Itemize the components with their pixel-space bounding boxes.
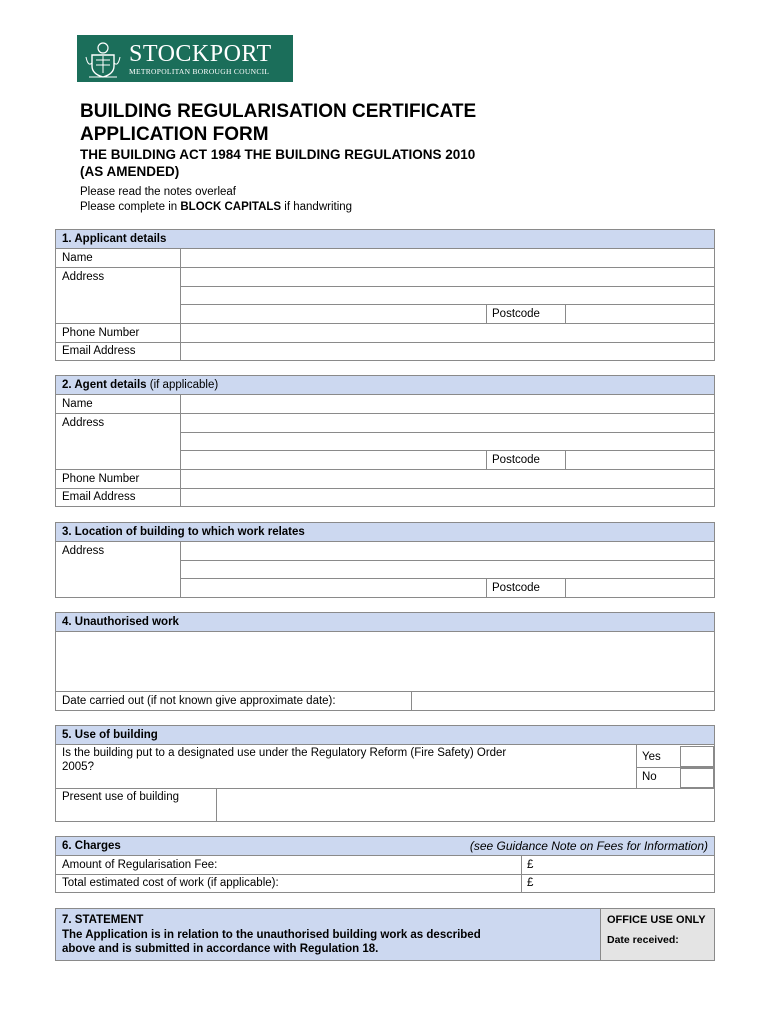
form-title: BUILDING REGULARISATION CERTIFICATE APPLICATION FORM (80, 101, 477, 145)
email-label: Email Address (62, 491, 136, 503)
name-field[interactable] (181, 395, 714, 413)
email-field[interactable] (181, 343, 714, 360)
section-agent (55, 375, 715, 507)
postcode-label: Postcode (492, 454, 540, 466)
address-label: Address (62, 545, 105, 557)
postcode-field[interactable] (566, 305, 714, 323)
postcode-label: Postcode (492, 308, 540, 320)
fee-label: Amount of Regularisation Fee: (62, 859, 218, 871)
cost-field[interactable] (536, 875, 714, 892)
address-label: Address (62, 271, 105, 283)
fire-safety-question: Is the building put to a designated use under the Regulatory Reform (Fire Safety) Order 2005? (62, 747, 507, 773)
name-label: Name (62, 252, 93, 264)
postcode-field[interactable] (566, 451, 714, 469)
present-use-field[interactable] (217, 789, 714, 821)
section-header: 6. Charges (see Guidance Note on Fees for Information) (56, 837, 714, 856)
yes-label: Yes (642, 751, 661, 763)
address-field[interactable] (181, 542, 714, 578)
section-header: 1. Applicant details (56, 230, 714, 249)
logo-name: STOCKPORT (129, 40, 272, 67)
statement-panel: 7. STATEMENT The Application is in relation to the unauthorised building work as described above and is submitted in accordance with Regulation 18. (56, 909, 600, 960)
council-logo (77, 35, 293, 82)
section-charges (55, 836, 715, 893)
form-instructions: Please read the notes overleaf Please complete in BLOCK CAPITALS if handwriting (80, 186, 353, 213)
section-statement (55, 908, 715, 961)
phone-field[interactable] (181, 470, 714, 488)
present-use-label: Present use of building (62, 791, 179, 803)
no-label: No (642, 771, 657, 783)
office-use-panel: OFFICE USE ONLY Date received: (600, 909, 714, 960)
section-applicant (55, 229, 715, 361)
crest-icon (83, 39, 123, 79)
section-location (55, 522, 715, 598)
fee-guidance-note: (see Guidance Note on Fees for Information) (469, 839, 708, 853)
form-subtitle: THE BUILDING ACT 1984 THE BUILDING REGULATIONS 2010 (AS AMENDED) (80, 147, 476, 179)
section-header: 4. Unauthorised work (56, 613, 714, 632)
cost-currency: £ (527, 877, 534, 889)
yes-checkbox[interactable] (680, 746, 714, 767)
section-header: 2. Agent details (if applicable) (56, 376, 714, 395)
phone-label: Phone Number (62, 473, 140, 485)
email-label: Email Address (62, 345, 136, 357)
name-label: Name (62, 398, 93, 410)
fee-field[interactable] (536, 856, 714, 874)
section-use-of-building (55, 725, 715, 822)
email-field[interactable] (181, 489, 714, 506)
address-label: Address (62, 417, 105, 429)
no-checkbox[interactable] (680, 768, 714, 788)
fee-currency: £ (527, 859, 534, 871)
section-unauthorised-work (55, 612, 715, 711)
postcode-field[interactable] (566, 579, 714, 597)
phone-field[interactable] (181, 324, 714, 342)
section-header: 3. Location of building to which work relates (56, 523, 714, 542)
section-header: 5. Use of building (56, 726, 714, 745)
date-carried-out-label: Date carried out (if not known give approximate date): (62, 695, 336, 707)
name-field[interactable] (181, 249, 714, 267)
logo-subtitle: METROPOLITAN BOROUGH COUNCIL (129, 66, 270, 76)
date-carried-out-field[interactable] (412, 692, 714, 710)
phone-label: Phone Number (62, 327, 140, 339)
work-description-field[interactable] (56, 632, 714, 691)
postcode-label: Postcode (492, 582, 540, 594)
cost-label: Total estimated cost of work (if applicable): (62, 877, 279, 889)
